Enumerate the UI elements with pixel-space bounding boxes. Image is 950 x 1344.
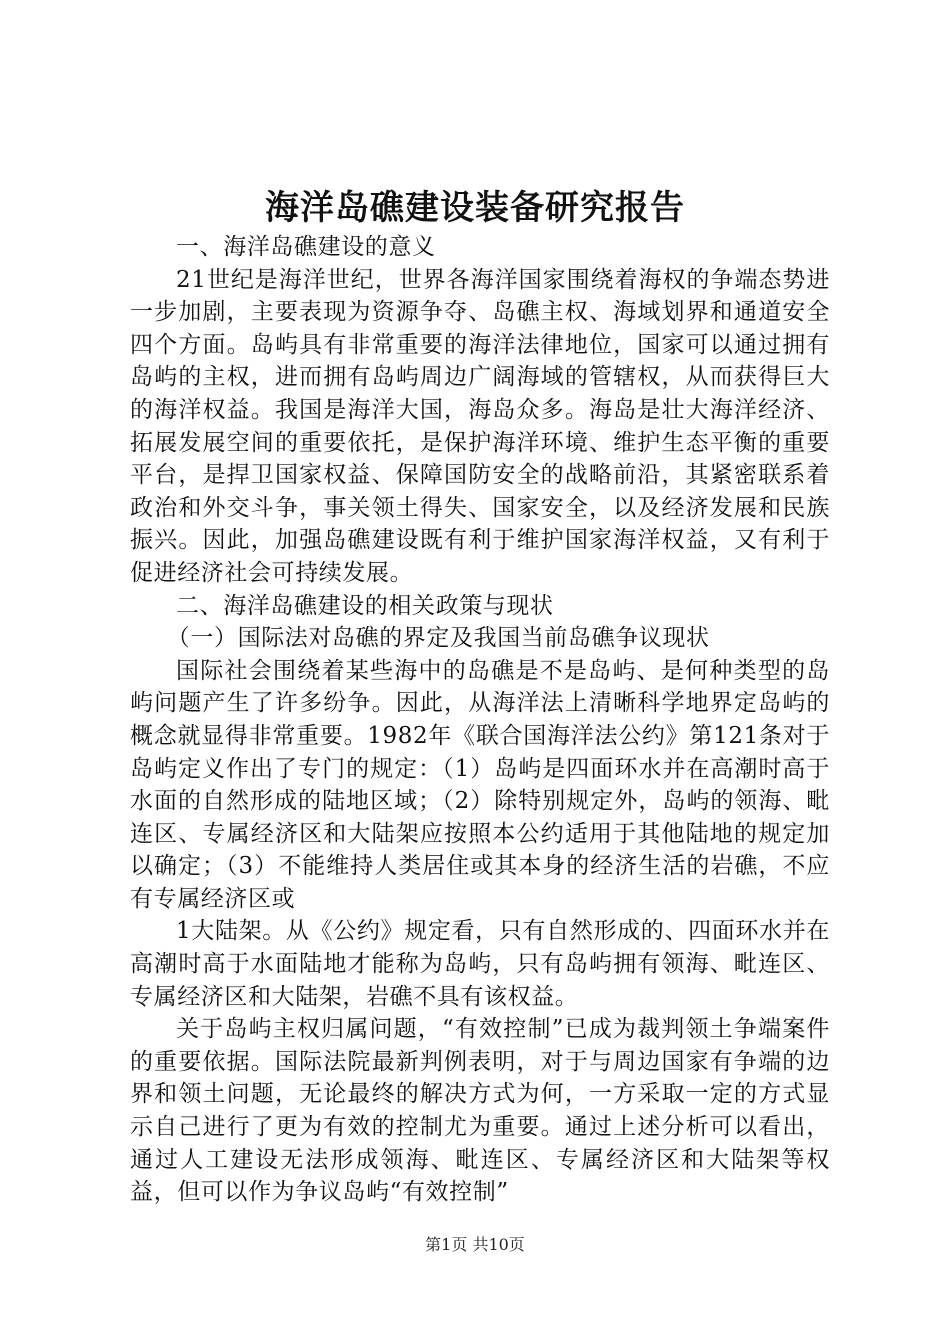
document-body <box>130 231 830 1209</box>
section-heading-1: 一、海洋岛礁建设的意义 <box>176 234 436 260</box>
paragraph-island-definition: 国际社会围绕着某些海中的岛礁是不是岛屿、是何种类型的岛屿问题产生了许多纷争。因此，从海洋法上清晰科学地界定岛屿的概念就显得非常重要。1982年《联合国海洋法公约》第121条对于岛屿定义作出了专门的规定：（1）岛屿是四面环水并在高潮时高于水面的自然形成的陆地区域；（2）除特别规定外，岛屿的领海、毗连区、专属经济区和大陆架应按照本公约适用于其他陆地的规定加以确定；（3）不能维持人类居住或其本身的经济生活的岩礁，不应有专属经济区或 <box>130 657 830 912</box>
document-title: 海洋岛礁建设装备研究报告 <box>265 188 685 228</box>
subsection-heading-1: （一）国际法对岛礁的界定及我国当前岛礁争议现状 <box>166 625 710 652</box>
paragraph-effective-control: 关于岛屿主权归属问题，“有效控制”已成为裁判领土争端案件的重要依据。国际法院最新判例表明，对于与周边国家有争端的边界和领土问题，无论最终的解决方式为何，一方采取一定的方式显示自己进行了更为有效的控制尤为重要。通过上述分析可以看出，通过人工建设无法形成领海、毗连区、专属经济区和大陆架等权益，但可以作为争议岛屿“有效控制” <box>130 1016 830 1206</box>
paragraph-significance: 21世纪是海洋世纪，世界各海洋国家围绕着海权的争端态势进一步加剧，主要表现为资源争夺、岛礁主权、海域划界和通道安全四个方面。岛屿具有非常重要的海洋法律地位，国家可以通过拥有岛屿的主权，进而拥有岛屿周边广阔海域的管辖权，从而获得巨大的海洋权益。我国是海洋大国，海岛众多。海岛是壮大海洋经济、拓展发展空间的重要依托，是保护海洋环境、维护生态平衡的重要平台，是捍卫国家权益、保障国防安全的战略前沿，其紧密联系着政治和外交斗争，事关领土得失、国家安全，以及经济发展和民族振兴。因此，加强岛礁建设既有利于维护国家海洋权益，又有利于促进经济社会可持续发展。 <box>130 266 830 586</box>
page-footer: 第1页 共10页 <box>425 1235 525 1254</box>
paragraph-continental-shelf: 1大陆架。从《公约》规定看，只有自然形成的、四面环水并在高潮时高于水面陆地才能称为岛屿，只有岛屿拥有领海、毗连区、专属经济区和大陆架，岩礁不具有该权益。 <box>130 918 830 1010</box>
section-heading-2: 二、海洋岛礁建设的相关政策与现状 <box>176 592 554 619</box>
